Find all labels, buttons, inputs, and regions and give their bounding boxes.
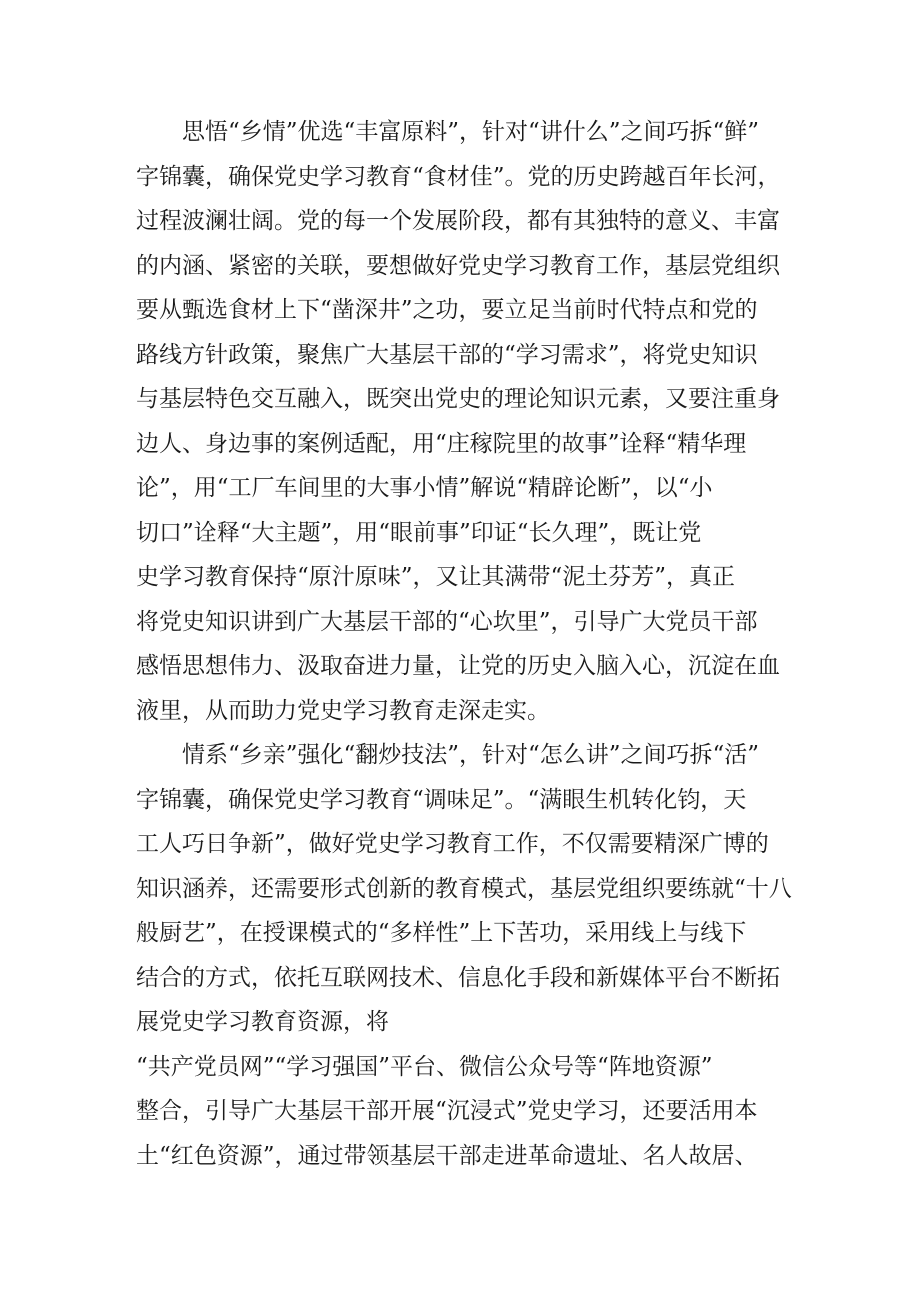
text-line: 路线方针政策，聚焦广大基层干部的“学习需求”，将党史知识 bbox=[136, 341, 758, 368]
text-line: 过程波澜壮阔。党的每一个发展阶段，都有其独特的意义、丰富 bbox=[136, 208, 780, 234]
paragraph-1 bbox=[136, 110, 796, 733]
text-line: 般厨艺”，在授课模式的“多样性”上下苦功，采用线上与线下 bbox=[136, 920, 747, 946]
text-line: 的内涵、紧密的关联，要想做好党史学习教育工作，基层党组织 bbox=[136, 252, 780, 279]
text-line: 工人巧日争新”，做好党史学习教育工作，不仅需要精深广博的 bbox=[136, 831, 769, 857]
text-line: 整合，引导广大基层干部开展“沉浸式”党史学习，还要活用本 bbox=[136, 1098, 758, 1124]
text-line: 史学习教育保持“原汁原味”，又让其满带“泥土芬芳”，真正 bbox=[136, 564, 736, 590]
text-line: 感悟思想伟力、汲取奋进力量，让党的历史入脑入心，沉淀在血 bbox=[136, 653, 780, 679]
paragraph-2 bbox=[136, 733, 796, 1178]
document-body bbox=[136, 110, 796, 1178]
text-line: 知识涵养，还需要形式创新的教育模式，基层党组织要练就“十八 bbox=[136, 875, 792, 902]
text-line: 要从甄选食材上下“凿深井”之功，要立足当前时代特点和党的 bbox=[136, 297, 758, 323]
text-line: 与基层特色交互融入，既突出党史的理论知识元素，又要注重身 bbox=[136, 386, 780, 412]
text-line: 液里，从而助力党史学习教育走深走实。 bbox=[136, 697, 550, 724]
text-line: 土“红色资源”，通过带领基层干部走进革命遗址、名人故居、 bbox=[136, 1142, 758, 1169]
text-line: 字锦囊，确保党史学习教育“调味足”。“满眼生机转化钧，天 bbox=[136, 786, 747, 813]
text-line: 情系“乡亲”强化“翻炒技法”，针对“怎么讲”之间巧拆“活” bbox=[182, 742, 760, 768]
text-line: 论”，用“工厂车间里的大事小情”解说“精辟论断”，以“小 bbox=[136, 475, 713, 501]
text-line: 将党史知识讲到广大基层干部的“心坎里”，引导广大党员干部 bbox=[136, 608, 758, 635]
text-line: 展党史学习教育资源，将 bbox=[136, 1009, 389, 1035]
text-line: “共产党员网”“学习强国”平台、微信公众号等“阵地资源” bbox=[136, 1053, 713, 1080]
text-line: 边人、身边事的案例适配，用“庄稼院里的故事”诠释“精华理 bbox=[136, 430, 747, 457]
text-line: 字锦囊，确保党史学习教育“食材佳”。党的历史跨越百年长河， bbox=[136, 163, 781, 190]
text-line: 思悟“乡情”优选“丰富原料”，针对“讲什么”之间巧拆“鲜” bbox=[182, 119, 760, 145]
text-line: 结合的方式，依托互联网技术、信息化手段和新媒体平台不断拓 bbox=[136, 964, 780, 991]
text-line: 切口”诠释“大主题”，用“眼前事”印证“长久理”，既让党 bbox=[136, 519, 702, 546]
